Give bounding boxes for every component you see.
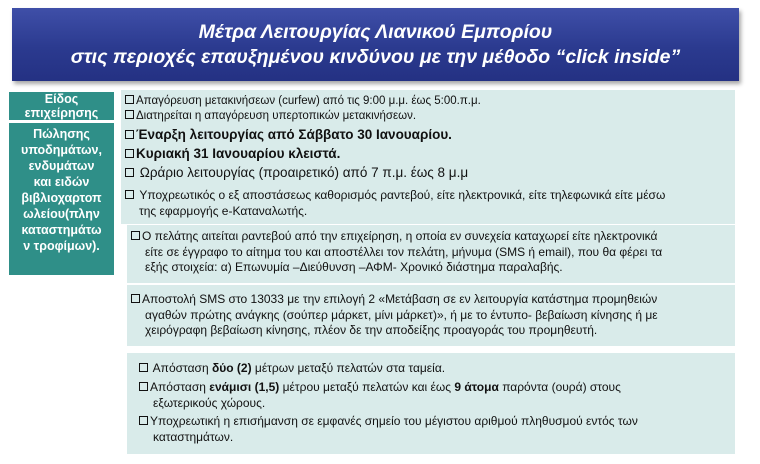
checkbox-bullet-icon — [139, 416, 148, 425]
title-line-1: Μέτρα Λειτουργίας Λιανικού Εμπορίου — [198, 20, 553, 43]
measures-panel-distancing — [127, 353, 735, 454]
measures-panel-sms — [127, 285, 735, 346]
checkbox-bullet-icon — [131, 231, 140, 240]
checkbox-bullet-icon — [125, 168, 134, 177]
list-item: Απόσταση δύο (2) μέτρων μεταξύ πελατών στα ταμεία. — [139, 361, 731, 377]
category-line: καταστημάτω — [21, 223, 102, 237]
checkbox-bullet-icon — [139, 382, 148, 391]
measures-panel-appointment — [127, 225, 735, 283]
checkbox-bullet-icon — [125, 95, 134, 104]
list-item: Διατηρείται η απαγόρευση υπερτοπικών μετακινήσεων. — [125, 109, 731, 125]
checkbox-bullet-icon — [125, 110, 134, 119]
category-line: Πώλησης — [33, 127, 90, 141]
header-line: Είδος — [44, 92, 79, 106]
title-banner — [12, 8, 739, 81]
category-line: ωλείου(πλην — [23, 207, 100, 221]
list-item: Απαγόρευση μετακινήσεων (curfew) από τις 9:00 μ.μ. έως 5:00.π.μ. — [125, 94, 731, 110]
list-item: Ωράριο λειτουργίας (προαιρετικό) από 7 π.μ. έως 8 μ.μ — [125, 165, 731, 181]
checkbox-bullet-icon — [125, 130, 134, 139]
list-item: Απόσταση ενάμισι (1,5) μέτρου μεταξύ πελατών και έως 9 άτομα παρόντα (ουρά) στους εξωτερικούς χώρους. — [139, 380, 731, 411]
category-line: ν τροφίμων). — [23, 239, 100, 253]
list-item: Έναρξη λειτουργίας από Σάββατο 30 Ιανουαρίου. — [125, 127, 731, 143]
business-type-cell — [9, 123, 114, 275]
list-item: Υποχρεωτικός ο εξ αποστάσεως καθορισμός ραντεβού, είτε ηλεκτρονικά, είτε τηλεφωνικά είτε μέσω της εφαρμογής e-Καταναλωτής. — [125, 188, 731, 219]
list-item: Κυριακή 31 Ιανουαρίου κλειστά. — [125, 146, 731, 162]
checkbox-bullet-icon — [125, 149, 134, 158]
header-line: επιχείρησης — [24, 106, 99, 120]
checkbox-bullet-icon — [131, 294, 140, 303]
business-type-header — [9, 92, 114, 120]
category-line: υποδημάτων, — [21, 143, 102, 157]
checkbox-bullet-icon — [125, 190, 134, 199]
list-item: Ο πελάτης αιτείται ραντεβού από την επιχείρηση, η οποία εν συνεχεία καταχωρεί είτε ηλεκτρονικά είτε σε έγγραφο το αίτημα του και αποστέλλει τον πελάτη, μήνυμα (SMS ή email), που θα φέρει τα εξής στοιχεία: α) Επωνυμία –Διεύθυνση –ΑΦΜ- Χρονικό διάστημα παραλαβής. — [131, 229, 731, 276]
category-line: και ειδών — [33, 175, 90, 189]
category-line: ενδυμάτων — [28, 159, 95, 173]
measures-panel-general — [121, 90, 735, 224]
title-line-2: στις περιοχές επαυξημένου κινδύνου με την μέθοδο “click inside” — [70, 45, 681, 68]
list-item: Υποχρεωτική η επισήμανση σε εμφανές σημείο του μέγιστου αριθμού πληθυσμού εντός των καταστημάτων. — [139, 414, 731, 445]
list-item: Αποστολή SMS στο 13033 με την επιλογή 2 «Μετάβαση σε εν λειτουργία κατάστημα προμηθειών αγαθών πρώτης ανάγκης (σούπερ μάρκετ, μίνι μάρκετ)», ή με το έντυπο- βεβαίωση κίνησης ή με χειρόγραφη βεβαίωση κίνησης, πλέον δε την αποδείξης προαγοράς του προμηθευτή. — [131, 292, 731, 339]
category-line: βιβλιοχαρτοπ — [21, 191, 102, 205]
checkbox-bullet-icon — [139, 363, 148, 372]
